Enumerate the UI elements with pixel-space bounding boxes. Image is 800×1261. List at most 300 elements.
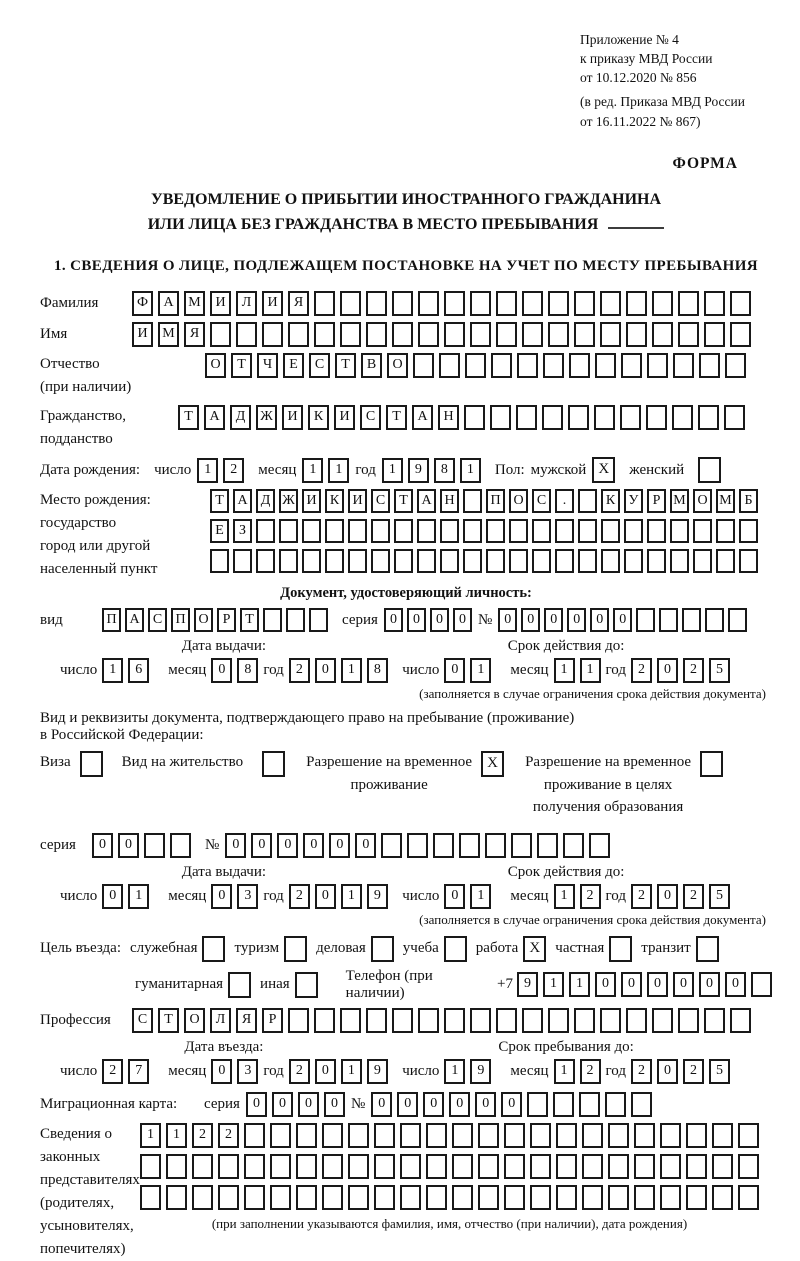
- char-cell: 2: [631, 658, 652, 683]
- char-cell: 9: [367, 884, 388, 909]
- identity-doc-row: [40, 608, 772, 632]
- char-cell: [621, 353, 642, 378]
- day-label: число: [60, 1062, 98, 1079]
- char-cell: [569, 353, 590, 378]
- char-cell: [348, 1154, 369, 1179]
- surname-row: [40, 291, 772, 316]
- birth-month-cells: [302, 458, 349, 483]
- char-cell: 2: [289, 658, 310, 683]
- char-cell: [530, 1154, 551, 1179]
- char-cell: [620, 405, 641, 430]
- purpose-study-label: учеба: [402, 940, 439, 957]
- char-cell: 0: [371, 1092, 392, 1117]
- char-cell: Я: [288, 291, 309, 316]
- purpose-other-checkbox: [295, 972, 318, 998]
- char-cell: [270, 1123, 291, 1148]
- char-cell: [678, 1008, 699, 1033]
- char-cell: [374, 1154, 395, 1179]
- char-cell: Я: [184, 322, 205, 347]
- residence-issue-group: [60, 864, 388, 909]
- char-cell: 0: [211, 884, 232, 909]
- char-cell: [693, 549, 712, 573]
- char-cell: [509, 549, 528, 573]
- char-cell: К: [325, 489, 344, 513]
- char-cell: [486, 519, 505, 543]
- char-cell: [724, 405, 745, 430]
- char-cell: [660, 1123, 681, 1148]
- purpose-work-label: работа: [475, 940, 519, 957]
- birth-place-rows: [210, 489, 758, 581]
- phone-label: Телефон (при наличии): [345, 967, 433, 1001]
- char-cell: 0: [444, 658, 465, 683]
- char-cell: У: [624, 489, 643, 513]
- char-cell: [578, 489, 597, 513]
- char-cell: [465, 353, 486, 378]
- temp-residence-edu-line1: Разрешение на временное: [525, 754, 692, 771]
- entry-month-cells: [211, 1059, 258, 1084]
- day-label: число: [154, 461, 192, 478]
- surname-label: Фамилия: [40, 295, 99, 312]
- char-cell: [699, 353, 720, 378]
- month-label: месяц: [510, 1062, 549, 1079]
- char-cell: [582, 1154, 603, 1179]
- char-cell: О: [205, 353, 226, 378]
- title-blank-underline: [608, 215, 664, 229]
- identity-expiry-group: [402, 638, 730, 683]
- char-cell: 1: [302, 458, 323, 483]
- char-cell: 0: [251, 833, 272, 858]
- char-cell: П: [171, 608, 190, 632]
- char-cell: [673, 353, 694, 378]
- char-cell: [730, 322, 751, 347]
- identity-doc-heading: Документ, удостоверяющий личность:: [280, 585, 532, 602]
- char-cell: [626, 322, 647, 347]
- char-cell: С: [532, 489, 551, 513]
- char-cell: [366, 322, 387, 347]
- char-cell: 2: [289, 1059, 310, 1084]
- char-cell: [279, 519, 298, 543]
- char-cell: 0: [298, 1092, 319, 1117]
- legal-reps-label-line: (родителях,: [40, 1194, 115, 1211]
- revision-line: (в ред. Приказа МВД России: [580, 94, 745, 110]
- char-cell: [716, 549, 735, 573]
- char-cell: [244, 1154, 265, 1179]
- patronymic-label-line2: (при наличии): [40, 379, 132, 396]
- char-cell: [470, 291, 491, 316]
- char-cell: [218, 1185, 239, 1210]
- char-cell: [463, 489, 482, 513]
- char-cell: И: [282, 405, 303, 430]
- char-cell: [444, 322, 465, 347]
- char-cell: [517, 353, 538, 378]
- purpose-option: [130, 936, 226, 962]
- series-label: серия: [204, 1095, 240, 1112]
- char-cell: [537, 833, 558, 858]
- char-cell: [392, 322, 413, 347]
- purpose-business-label: деловая: [316, 940, 366, 957]
- char-cell: 0: [444, 884, 465, 909]
- char-cell: [366, 291, 387, 316]
- char-cell: 1: [328, 458, 349, 483]
- char-cell: [314, 1008, 335, 1033]
- phone-cells: [517, 972, 772, 997]
- char-cell: Р: [647, 489, 666, 513]
- char-cell: [652, 1008, 673, 1033]
- char-cell: [652, 322, 673, 347]
- given-name-row: [40, 322, 772, 347]
- section1-heading: 1. СВЕДЕНИЯ О ЛИЦЕ, ПОДЛЕЖАЩЕМ ПОСТАНОВКЕ НА УЧЕТ ПО МЕСТУ ПРЕБЫВАНИЯ: [53, 258, 759, 275]
- char-cell: [170, 833, 191, 858]
- char-cell: М: [184, 291, 205, 316]
- char-cell: [728, 608, 747, 632]
- char-cell: [459, 833, 480, 858]
- legal-reps-row1-cells: [140, 1123, 759, 1148]
- stay-day-cells: [444, 1059, 491, 1084]
- char-cell: 2: [223, 458, 244, 483]
- char-cell: [608, 1185, 629, 1210]
- year-label: год: [263, 662, 284, 679]
- char-cell: 5: [709, 658, 730, 683]
- temp-residence-label: [306, 751, 472, 796]
- revision-line: от 16.11.2022 № 867): [580, 113, 701, 129]
- char-cell: 1: [197, 458, 218, 483]
- char-cell: [426, 1123, 447, 1148]
- legal-reps-label-line: Сведения о: [40, 1125, 112, 1142]
- char-cell: [340, 1008, 361, 1033]
- char-cell: [574, 291, 595, 316]
- char-cell: 2: [631, 1059, 652, 1084]
- char-cell: [166, 1154, 187, 1179]
- migration-card-row: [40, 1092, 772, 1117]
- char-cell: С: [371, 489, 390, 513]
- series-label: серия: [40, 836, 76, 853]
- char-cell: [270, 1185, 291, 1210]
- char-cell: Т: [386, 405, 407, 430]
- char-cell: 2: [580, 884, 601, 909]
- char-cell: 2: [102, 1059, 123, 1084]
- purpose-private-checkbox: [609, 936, 632, 962]
- char-cell: 0: [521, 608, 540, 632]
- char-cell: Т: [231, 353, 252, 378]
- char-cell: 0: [315, 884, 336, 909]
- char-cell: [426, 1185, 447, 1210]
- char-cell: [348, 1123, 369, 1148]
- char-cell: [686, 1185, 707, 1210]
- birth-place-row2-cells: [210, 519, 758, 543]
- birth-place-label: [40, 489, 210, 581]
- char-cell: [556, 1154, 577, 1179]
- issue-date-title: Дата выдачи:: [181, 863, 267, 880]
- char-cell: 0: [315, 1059, 336, 1084]
- char-cell: 0: [277, 833, 298, 858]
- gender-male-label: мужской: [530, 461, 587, 478]
- gender-female-checkbox: [698, 457, 721, 483]
- char-cell: [647, 353, 668, 378]
- char-cell: [652, 291, 673, 316]
- char-cell: А: [417, 489, 436, 513]
- char-cell: [464, 405, 485, 430]
- char-cell: А: [158, 291, 179, 316]
- char-cell: 0: [657, 884, 678, 909]
- char-cell: Ж: [256, 405, 277, 430]
- identity-issue-month-cells: [211, 658, 258, 683]
- form-title-line2-wrap: [40, 213, 772, 238]
- purpose-option: [476, 936, 547, 962]
- char-cell: [712, 1123, 733, 1148]
- char-cell: [348, 519, 367, 543]
- appendix-line: от 10.12.2020 № 856: [580, 70, 697, 86]
- char-cell: [522, 322, 543, 347]
- char-cell: [739, 549, 758, 573]
- purpose-option: [403, 936, 467, 962]
- char-cell: Т: [210, 489, 229, 513]
- char-cell: 0: [595, 972, 616, 997]
- char-cell: И: [132, 322, 153, 347]
- char-cell: [433, 833, 454, 858]
- char-cell: [647, 519, 666, 543]
- char-cell: 0: [613, 608, 632, 632]
- char-cell: 1: [140, 1123, 161, 1148]
- residence-expiry-day-cells: [444, 884, 491, 909]
- char-cell: [381, 833, 402, 858]
- identity-doc-dates: [40, 638, 772, 683]
- purpose-option: [641, 936, 718, 962]
- char-cell: [302, 519, 321, 543]
- char-cell: П: [102, 608, 121, 632]
- char-cell: Н: [438, 405, 459, 430]
- legal-reps-label: [40, 1123, 140, 1261]
- char-cell: 0: [272, 1092, 293, 1117]
- char-cell: [374, 1123, 395, 1148]
- char-cell: 0: [225, 833, 246, 858]
- char-cell: 3: [237, 884, 258, 909]
- char-cell: [682, 608, 701, 632]
- char-cell: [296, 1185, 317, 1210]
- char-cell: [670, 549, 689, 573]
- char-cell: [371, 549, 390, 573]
- form-label: ФОРМА: [672, 154, 738, 172]
- char-cell: [288, 322, 309, 347]
- char-cell: [636, 608, 655, 632]
- char-cell: В: [361, 353, 382, 378]
- residence-doc-options: [40, 751, 772, 819]
- month-label: месяц: [168, 887, 207, 904]
- char-cell: Ф: [132, 291, 153, 316]
- char-cell: С: [148, 608, 167, 632]
- char-cell: И: [262, 291, 283, 316]
- patronymic-cells: [205, 353, 746, 378]
- char-cell: [686, 1123, 707, 1148]
- stay-until-group: [402, 1039, 730, 1084]
- phone-prefix: +7: [497, 976, 513, 993]
- char-cell: 0: [355, 833, 376, 858]
- char-cell: 1: [341, 658, 362, 683]
- char-cell: [491, 353, 512, 378]
- residence-number-cells: [225, 833, 610, 858]
- char-cell: [371, 519, 390, 543]
- char-cell: М: [158, 322, 179, 347]
- identity-expiry-year-cells: [631, 658, 730, 683]
- purpose-humanitarian-label: гуманитарная: [135, 976, 224, 993]
- char-cell: [509, 519, 528, 543]
- char-cell: [444, 1008, 465, 1033]
- char-cell: [631, 1092, 652, 1117]
- temp-residence-edu-checkbox: [700, 751, 723, 777]
- char-cell: [288, 1008, 309, 1033]
- birth-place-block: [40, 489, 772, 581]
- residence-expiry-month-cells: [554, 884, 601, 909]
- char-cell: [314, 291, 335, 316]
- char-cell: 0: [725, 972, 746, 997]
- identity-issue-group: [60, 638, 388, 683]
- char-cell: А: [412, 405, 433, 430]
- char-cell: [582, 1123, 603, 1148]
- char-cell: Р: [262, 1008, 283, 1033]
- birth-place-row3-cells: [210, 549, 758, 573]
- temp-residence-edu-line3: получения образования: [532, 799, 684, 816]
- char-cell: [440, 519, 459, 543]
- series-label: серия: [342, 611, 378, 628]
- stay-month-cells: [554, 1059, 601, 1084]
- char-cell: [563, 833, 584, 858]
- char-cell: 2: [218, 1123, 239, 1148]
- char-cell: [478, 1185, 499, 1210]
- char-cell: 0: [384, 608, 403, 632]
- char-cell: [578, 549, 597, 573]
- legal-reps-row2-cells: [140, 1154, 759, 1179]
- char-cell: А: [125, 608, 144, 632]
- char-cell: [579, 1092, 600, 1117]
- char-cell: [463, 549, 482, 573]
- char-cell: [574, 1008, 595, 1033]
- char-cell: 0: [211, 1059, 232, 1084]
- char-cell: [605, 1092, 626, 1117]
- form-title-line2: ИЛИ ЛИЦА БЕЗ ГРАЖДАНСТВА В МЕСТО ПРЕБЫВАНИЯ: [147, 215, 599, 233]
- char-cell: 1: [444, 1059, 465, 1084]
- char-cell: 0: [324, 1092, 345, 1117]
- char-cell: [140, 1185, 161, 1210]
- purpose-private-label: частная: [555, 940, 605, 957]
- birth-place-label-line: населенный пункт: [40, 561, 158, 578]
- char-cell: 0: [246, 1092, 267, 1117]
- char-cell: [738, 1154, 759, 1179]
- char-cell: [366, 1008, 387, 1033]
- char-cell: [646, 405, 667, 430]
- char-cell: [325, 519, 344, 543]
- char-cell: 0: [673, 972, 694, 997]
- char-cell: [374, 1185, 395, 1210]
- entry-year-cells: [289, 1059, 388, 1084]
- profession-cells: [132, 1008, 751, 1033]
- char-cell: [634, 1154, 655, 1179]
- purpose-work-checkbox: X: [523, 936, 546, 962]
- char-cell: [624, 519, 643, 543]
- char-cell: [582, 1185, 603, 1210]
- char-cell: [712, 1185, 733, 1210]
- patronymic-label-line1: Отчество: [40, 356, 100, 373]
- given-name-cells: [132, 322, 751, 347]
- char-cell: Л: [236, 291, 257, 316]
- year-label: год: [263, 1062, 284, 1079]
- char-cell: [730, 291, 751, 316]
- char-cell: [522, 291, 543, 316]
- surname-cells: [132, 291, 751, 316]
- char-cell: [511, 833, 532, 858]
- char-cell: [556, 1123, 577, 1148]
- char-cell: И: [334, 405, 355, 430]
- char-cell: [548, 322, 569, 347]
- char-cell: [595, 353, 616, 378]
- legal-reps-label-line: попечителях): [40, 1240, 126, 1257]
- char-cell: [263, 608, 282, 632]
- expiry-note: (заполняется в случае ограничения срока действия документа): [419, 911, 766, 927]
- char-cell: [314, 322, 335, 347]
- expiry-date-title: Срок действия до:: [507, 638, 625, 655]
- char-cell: 1: [341, 1059, 362, 1084]
- char-cell: 1: [470, 658, 491, 683]
- char-cell: 8: [367, 658, 388, 683]
- char-cell: 0: [397, 1092, 418, 1117]
- char-cell: 0: [315, 658, 336, 683]
- purpose-option: [135, 972, 251, 998]
- char-cell: О: [387, 353, 408, 378]
- char-cell: 8: [434, 458, 455, 483]
- purpose-option: [316, 936, 394, 962]
- char-cell: Т: [178, 405, 199, 430]
- char-cell: [530, 1185, 551, 1210]
- char-cell: [672, 405, 693, 430]
- char-cell: 0: [498, 608, 517, 632]
- char-cell: И: [210, 291, 231, 316]
- char-cell: [418, 291, 439, 316]
- char-cell: [394, 549, 413, 573]
- char-cell: [600, 1008, 621, 1033]
- month-label: месяц: [168, 1062, 207, 1079]
- char-cell: И: [348, 489, 367, 513]
- char-cell: [626, 291, 647, 316]
- gender-label: Пол:: [494, 461, 525, 478]
- char-cell: [452, 1123, 473, 1148]
- char-cell: Р: [217, 608, 236, 632]
- char-cell: .: [555, 489, 574, 513]
- migration-number-cells: [371, 1092, 652, 1117]
- char-cell: 0: [329, 833, 350, 858]
- entry-date-group: [60, 1039, 388, 1084]
- number-label: №: [477, 611, 493, 628]
- char-cell: 0: [430, 608, 449, 632]
- residence-issue-day-cells: [102, 884, 149, 909]
- char-cell: 0: [475, 1092, 496, 1117]
- char-cell: [256, 519, 275, 543]
- char-cell: [522, 1008, 543, 1033]
- patronymic-label: [40, 353, 205, 399]
- char-cell: Д: [230, 405, 251, 430]
- char-cell: [548, 1008, 569, 1033]
- identity-expiry-day-cells: [444, 658, 491, 683]
- purpose-option: [234, 936, 307, 962]
- char-cell: [496, 322, 517, 347]
- char-cell: П: [486, 489, 505, 513]
- given-name-label: Имя: [40, 326, 68, 343]
- char-cell: [601, 519, 620, 543]
- char-cell: [439, 353, 460, 378]
- appendix-line: Приложение № 4: [580, 32, 679, 47]
- char-cell: [504, 1123, 525, 1148]
- month-label: месяц: [510, 662, 549, 679]
- char-cell: Д: [256, 489, 275, 513]
- char-cell: [309, 608, 328, 632]
- residence-doc-intro-line2: в Российской Федерации:: [40, 727, 204, 744]
